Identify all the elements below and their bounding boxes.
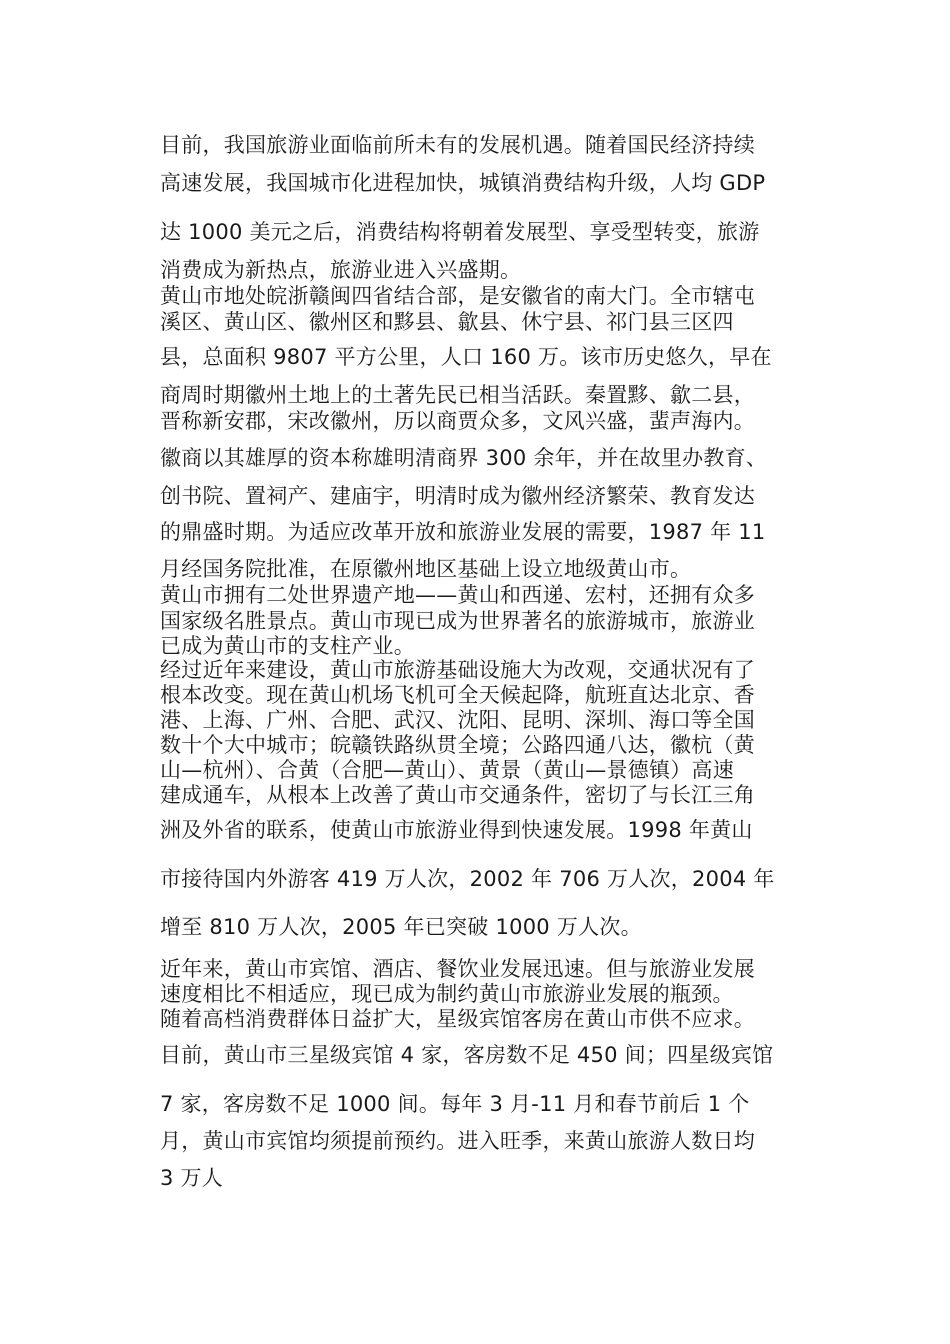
paragraph-3-line-3: 已成为黄山市的支柱产业。 xyxy=(160,634,415,658)
paragraph-6-line-1: 随着高档消费群体日益扩大，星级宾馆客房在黄山市供不应求。 xyxy=(160,1007,755,1031)
paragraph-2-line-2: 溪区、黄山区、徽州区和黟县、歙县、休宁县、祁门县三区四 xyxy=(160,310,734,334)
paragraph-6-line-2: 目前，黄山市三星级宾馆 4 家，客房数不足 450 间；四星级宾馆 xyxy=(160,1043,774,1067)
paragraph-4-line-4: 数十个大中城市；皖赣铁路纵贯全境；公路四通八达，徽杭（黄 xyxy=(160,733,755,757)
paragraph-6-line-3: 7 家，客房数不足 1000 间。每年 3 月-11 月和春节前后 1 个 xyxy=(160,1092,750,1116)
paragraph-5-line-1: 近年来，黄山市宾馆、酒店、餐饮业发展迅速。但与旅游业发展 xyxy=(160,957,755,981)
paragraph-4-line-7: 洲及外省的联系，使黄山市旅游业得到快速发展。1998 年黄山 xyxy=(160,818,753,842)
paragraph-1-line-3: 达 1000 美元之后，消费结构将朝着发展型、享受型转变，旅游 xyxy=(160,220,760,244)
paragraph-2-line-1: 黄山市地处皖浙赣闽四省结合部，是安徽省的南大门。全市辖屯 xyxy=(160,284,755,308)
paragraph-4-line-6: 建成通车，从根本上改善了黄山市交通条件，密切了与长江三角 xyxy=(160,783,755,807)
paragraph-3-line-2: 国家级名胜景点。黄山市现已成为世界著名的旅游城市，旅游业 xyxy=(160,609,755,633)
paragraph-5-line-2: 速度相比不相适应，现已成为制约黄山市旅游业发展的瓶颈。 xyxy=(160,982,734,1006)
paragraph-4-line-3: 港、上海、广州、合肥、武汉、沈阳、昆明、深圳、海口等全国 xyxy=(160,708,755,732)
paragraph-2-line-7: 创书院、置祠产、建庙宇，明清时成为徽州经济繁荣、教育发达 xyxy=(160,484,755,508)
paragraph-4-line-2: 根本改变。现在黄山机场飞机可全天候起降，航班直达北京、香 xyxy=(160,683,755,707)
paragraph-6-line-4: 月，黄山市宾馆均须提前预约。进入旺季，来黄山旅游人数日均 xyxy=(160,1129,755,1153)
paragraph-1-line-4: 消费成为新热点，旅游业进入兴盛期。 xyxy=(160,258,522,282)
paragraph-2-line-3: 县，总面积 9807 平方公里，人口 160 万。该市历史悠久，早在 xyxy=(160,345,772,369)
paragraph-4-line-5: 山—杭州）、合黄（合肥—黄山）、黄景（黄山—景德镇）高速 xyxy=(160,758,734,782)
paragraph-2-line-4: 商周时期徽州土地上的土著先民已相当活跃。秦置黟、歙二县， xyxy=(160,383,755,407)
paragraph-2-line-6: 徽商以其雄厚的资本称雄明清商界 300 余年，并在故里办教育、 xyxy=(160,446,768,470)
paragraph-4-line-8: 市接待国内外游客 419 万人次，2002 年 706 万人次，2004 年 xyxy=(160,867,775,891)
paragraph-1-line-2: 高速发展，我国城市化进程加快，城镇消费结构升级，人均 GDP xyxy=(160,171,766,195)
paragraph-6-line-5: 3 万人 xyxy=(160,1166,224,1190)
paragraph-3-line-1: 黄山市拥有二处世界遗产地——黄山和西递、宏村，还拥有众多 xyxy=(160,583,755,607)
paragraph-4-line-1: 经过近年来建设，黄山市旅游基础设施大为改观，交通状况有了 xyxy=(160,658,755,682)
paragraph-2-line-8: 的鼎盛时期。为适应改革开放和旅游业发展的需要，1987 年 11 xyxy=(160,520,766,544)
paragraph-2-line-5: 晋称新安郡，宋改徽州，历以商贾众多，文风兴盛，蜚声海内。 xyxy=(160,409,755,433)
paragraph-2-line-9: 月经国务院批准，在原徽州地区基础上设立地级黄山市。 xyxy=(160,557,692,581)
paragraph-1-line-1: 目前，我国旅游业面临前所未有的发展机遇。随着国民经济持续 xyxy=(160,133,755,157)
paragraph-4-line-9: 增至 810 万人次，2005 年已突破 1000 万人次。 xyxy=(160,915,642,939)
